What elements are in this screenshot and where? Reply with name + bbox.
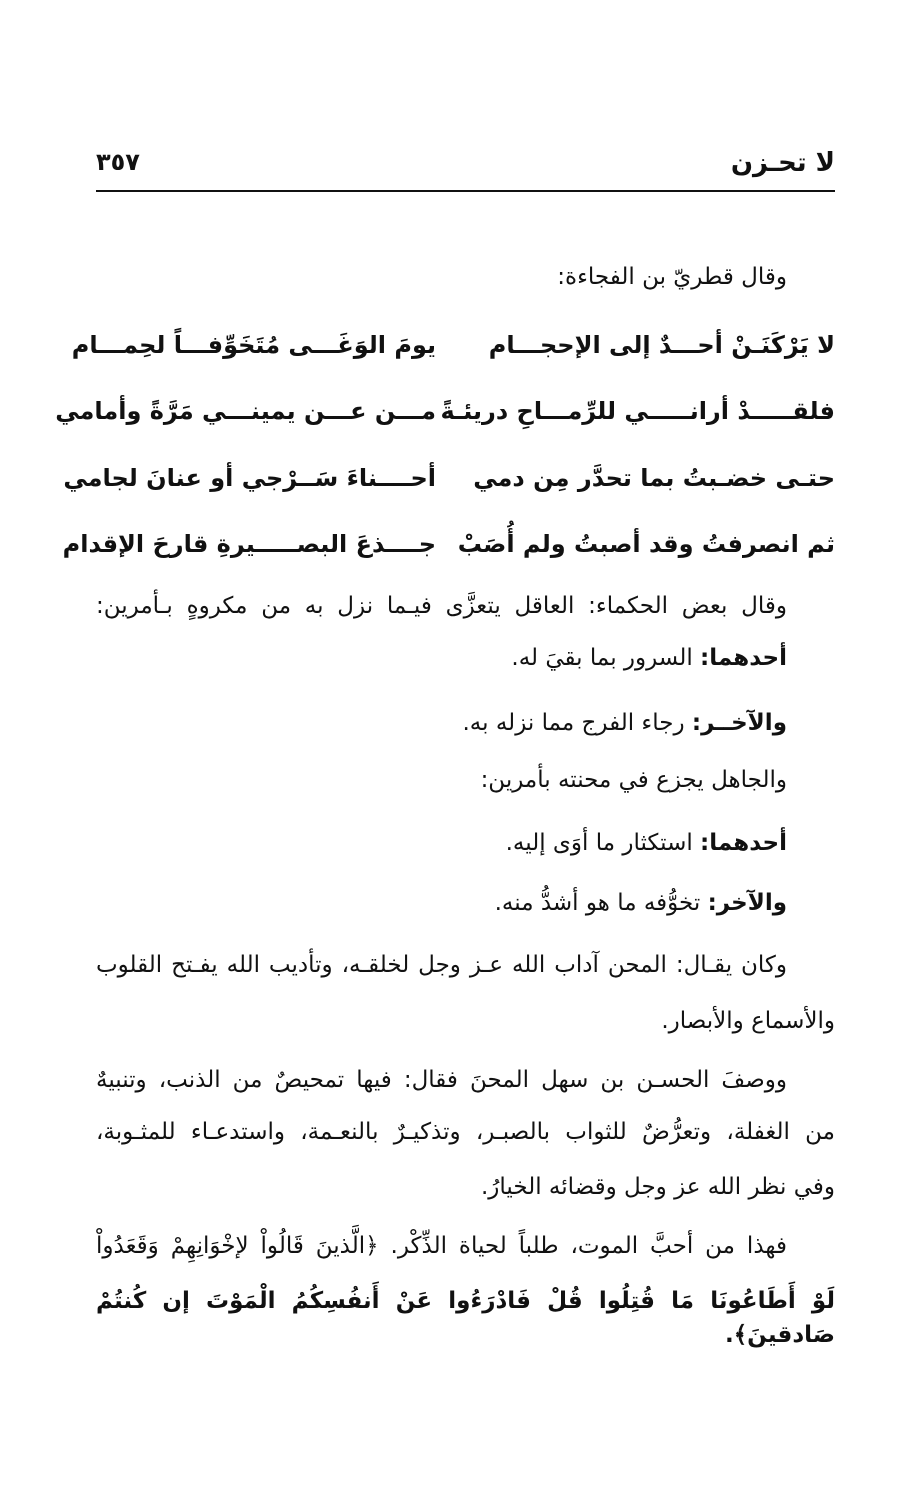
paragraph-line: والجاهل يجزع في محنته بأمرين: bbox=[480, 767, 787, 793]
verse-first-hemistich: لا يَرْكَنَـنْ أحـــدٌ إلى الإحجـــام bbox=[488, 331, 835, 359]
header-rule bbox=[96, 190, 835, 192]
poem-verse bbox=[63, 456, 835, 500]
paragraph-line: وفي نظر الله عز وجل وقضائه الخيارُ. bbox=[481, 1174, 835, 1200]
verse-first-hemistich: ثم انصرفتُ وقد أصبتُ ولم أُصَبْ bbox=[457, 530, 835, 558]
paragraph-line: والأسماع والأبصار. bbox=[661, 1008, 835, 1034]
verse-second-hemistich: أحــــناءَ سَــرْجي أو عنانَ لجامي bbox=[63, 464, 436, 492]
poem-intro: وقال قطريّ بن الفجاءة: bbox=[557, 264, 787, 290]
poem-verse bbox=[71, 323, 835, 367]
quran-verse-line: لَوْ أَطَاعُونَا مَا قُتِلُوا قُلْ فَادْرَءُوا عَنْ أَنفُسِكُمُ الْمَوْتَ إن كُنتُمْ صَادقينَ﴾. bbox=[96, 1288, 835, 1348]
item-text: السرور بما بقيَ له. bbox=[511, 645, 693, 671]
running-header bbox=[96, 148, 835, 188]
list-item bbox=[506, 826, 787, 860]
item-text: تخوُّفه ما هو أشدُّ منه. bbox=[494, 890, 701, 916]
list-item bbox=[463, 706, 788, 740]
verse-first-hemistich: حتـى خضـبتُ بما تحدَّر مِن دمي bbox=[473, 464, 835, 492]
item-text: رجاء الفرج مما نزله به. bbox=[462, 710, 685, 736]
verse-second-hemistich: مـــن عـــن يمينـــي مَرَّةً وأمامي bbox=[55, 397, 436, 425]
verse-second-hemistich: جــــذعَ البصـــــيرةِ قارحَ الإقدام bbox=[62, 530, 436, 558]
list-item bbox=[511, 641, 787, 675]
item-label: والآخــر: bbox=[691, 710, 787, 736]
poem-verse bbox=[62, 522, 835, 566]
item-label: أحدهما: bbox=[700, 830, 787, 856]
item-label: أحدهما: bbox=[700, 645, 787, 671]
page-number: ٣٥٧ bbox=[96, 148, 140, 176]
item-label: والآخر: bbox=[707, 890, 787, 916]
running-title: لا تحـزن bbox=[730, 148, 835, 178]
verse-first-hemistich: فلقـــــدْ أرانـــــي للرِّمـــاحِ دريئـةً bbox=[440, 397, 835, 425]
paragraph-line: وقال بعض الحكماء: العاقل يتعزَّى فيـما نزل به من مكروهٍ بـأمرين: bbox=[96, 593, 787, 619]
item-text: استكثار ما أوَى إليه. bbox=[505, 830, 693, 856]
paragraph-line: من الغفلة، وتعرُّضٌ للثواب بالصبـر، وتذكيـرٌ بالنعـمة، واستدعـاء للمثـوبة، bbox=[96, 1119, 835, 1145]
paragraph-line: فهذا من أحبَّ الموت، طلباً لحياة الذِّكْر. ﴿الَّذينَ قَالُواْ لإخْوَانِهِمْ وَقَعَدُواْ bbox=[96, 1233, 787, 1259]
list-item bbox=[495, 886, 787, 920]
verse-second-hemistich: يومَ الوَغَـــى مُتَخَوِّفـــاً لحِمـــام bbox=[71, 331, 436, 359]
paragraph-line: وكان يقـال: المحن آداب الله عـز وجل لخلقـه، وتأديب الله يفـتح القلوب bbox=[96, 952, 787, 978]
paragraph-line: ووصفَ الحسـن بن سهل المحنَ فقال: فيها تمحيصٌ من الذنب، وتنبيهٌ bbox=[96, 1067, 787, 1093]
poem-verse bbox=[55, 389, 835, 433]
